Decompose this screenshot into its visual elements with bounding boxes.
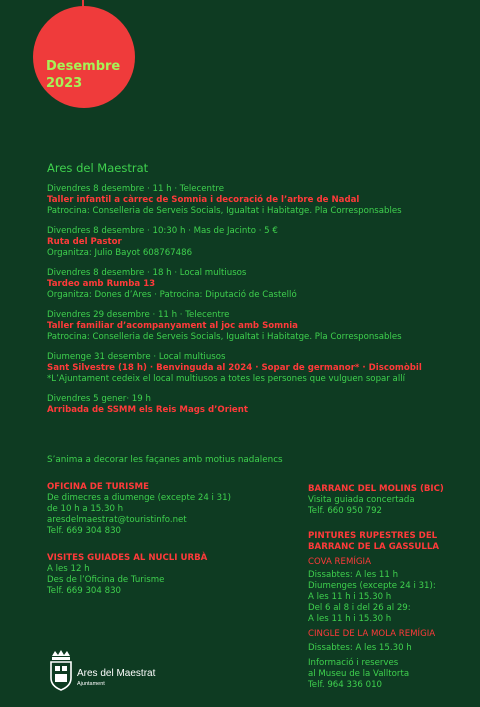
tourism-line: de 10 h a 15.30 h xyxy=(47,504,124,514)
event-item xyxy=(47,226,477,259)
barranc-info xyxy=(308,484,444,517)
cova-line: A les 11 h i 15.30 h xyxy=(308,592,392,602)
event-note: Patrocina: Conselleria de Serveis Socials, Igualtat i Habitatge. Pla Corresponsables xyxy=(47,332,402,342)
event-item xyxy=(47,268,477,301)
event-title: Taller familiar d’acompanyament al joc amb Somnia xyxy=(47,321,298,331)
cingle-line: al Museu de la Valltorta xyxy=(308,669,410,679)
cova-line: A les 11 h i 15.30 h xyxy=(308,614,392,624)
event-note: Organitza: Dones d’Ares · Patrocina: Diputació de Castelló xyxy=(47,290,297,300)
event-item xyxy=(47,184,477,217)
barranc-line: Visita guiada concertada xyxy=(308,495,415,505)
event-note: Organitza: Julio Bayot 608767486 xyxy=(47,248,193,258)
event-title: Ruta del Pastor xyxy=(47,237,122,247)
event-item xyxy=(47,394,477,416)
month-label xyxy=(46,58,120,92)
tourism-info xyxy=(47,482,231,537)
cova-title: COVA REMÍGIA xyxy=(308,557,371,567)
event-title: Arribada de SSMM els Reis Mags d’Orient xyxy=(47,405,248,415)
municipal-logo xyxy=(48,650,158,690)
event-note: *L’Ajuntament cedeix el local multiusos a totes les persones que vulguen sopar allí xyxy=(47,374,405,384)
year-text: 2023 xyxy=(46,76,83,91)
logo-sub: Ajuntament xyxy=(77,681,105,687)
event-when: Divendres 29 desembre · 11 h · Telecentre xyxy=(47,310,230,320)
barranc-phone: Telf. 660 950 792 xyxy=(308,506,382,516)
event-when: Divendres 8 desembre · 10:30 h · Mas de Jacinto · 5 € xyxy=(47,226,278,236)
pintures-title-2: BARRANC DE LA GASSULLA xyxy=(308,542,439,552)
cingle-line: Dissabtes: A les 15.30 h xyxy=(308,643,412,653)
cova-line: Del 6 al 8 i del 26 al 29: xyxy=(308,603,411,613)
cingle-phone: Telf. 964 336 010 xyxy=(308,680,382,690)
visits-title: VISITES GUIADES AL NUCLI URBÀ xyxy=(47,553,208,563)
pintures-title: PINTURES RUPESTRES DEL xyxy=(308,531,438,541)
event-title: Sant Silvestre (18 h) · Benvinguda al 2024 · Sopar de germanor* · Discomòbil xyxy=(47,363,422,373)
event-title: Taller infantil a càrrec de Somnia i decoració de l’arbre de Nadal xyxy=(47,195,360,205)
barranc-title: BARRANC DEL MOLINS (BIC) xyxy=(308,484,444,494)
coat-of-arms-icon xyxy=(48,650,74,692)
event-title: Tardeo amb Rumba 13 xyxy=(47,279,156,289)
pintures-info xyxy=(308,531,439,691)
tourism-office-title: OFICINA DE TURISME xyxy=(47,482,149,492)
visits-phone: Telf. 669 304 830 xyxy=(47,586,121,596)
slogan: S’anima a decorar les façanes amb motius nadalencs xyxy=(47,455,283,465)
tourism-email[interactable]: aresdelmaestrat@touristinfo.net xyxy=(47,515,187,525)
logo-name: Ares del Maestrat xyxy=(77,668,156,679)
visits-line: Des de l’Oficina de Turisme xyxy=(47,575,165,585)
town-heading: Ares del Maestrat xyxy=(47,161,149,175)
event-when: Divendres 8 desembre · 18 h · Local multiusos xyxy=(47,268,247,278)
event-list xyxy=(47,184,477,425)
visits-line: A les 12 h xyxy=(47,564,90,574)
guided-visits xyxy=(47,553,207,597)
event-when: Divendres 5 gener· 19 h xyxy=(47,394,151,404)
event-item xyxy=(47,352,477,385)
cingle-line: Informació i reserves xyxy=(308,658,399,668)
cova-line: Dissabtes: A les 11 h xyxy=(308,570,399,580)
month-text: Desembre xyxy=(46,59,121,74)
event-note: Patrocina: Conselleria de Serveis Socials, Igualtat i Habitatge. Pla Corresponsables xyxy=(47,206,402,216)
cingle-title: CINGLE DE LA MOLA REMÍGIA xyxy=(308,629,436,639)
event-when: Diumenge 31 desembre · Local multiusos xyxy=(47,352,226,362)
tourism-phone: Telf. 669 304 830 xyxy=(47,526,121,536)
cova-line: Diumenges (excepte 24 i 31): xyxy=(308,581,436,591)
event-when: Divendres 8 desembre · 11 h · Telecentre xyxy=(47,184,224,194)
ornament-ball xyxy=(33,6,135,108)
tourism-line: De dimecres a diumenge (excepte 24 i 31) xyxy=(47,493,231,503)
event-item xyxy=(47,310,477,343)
